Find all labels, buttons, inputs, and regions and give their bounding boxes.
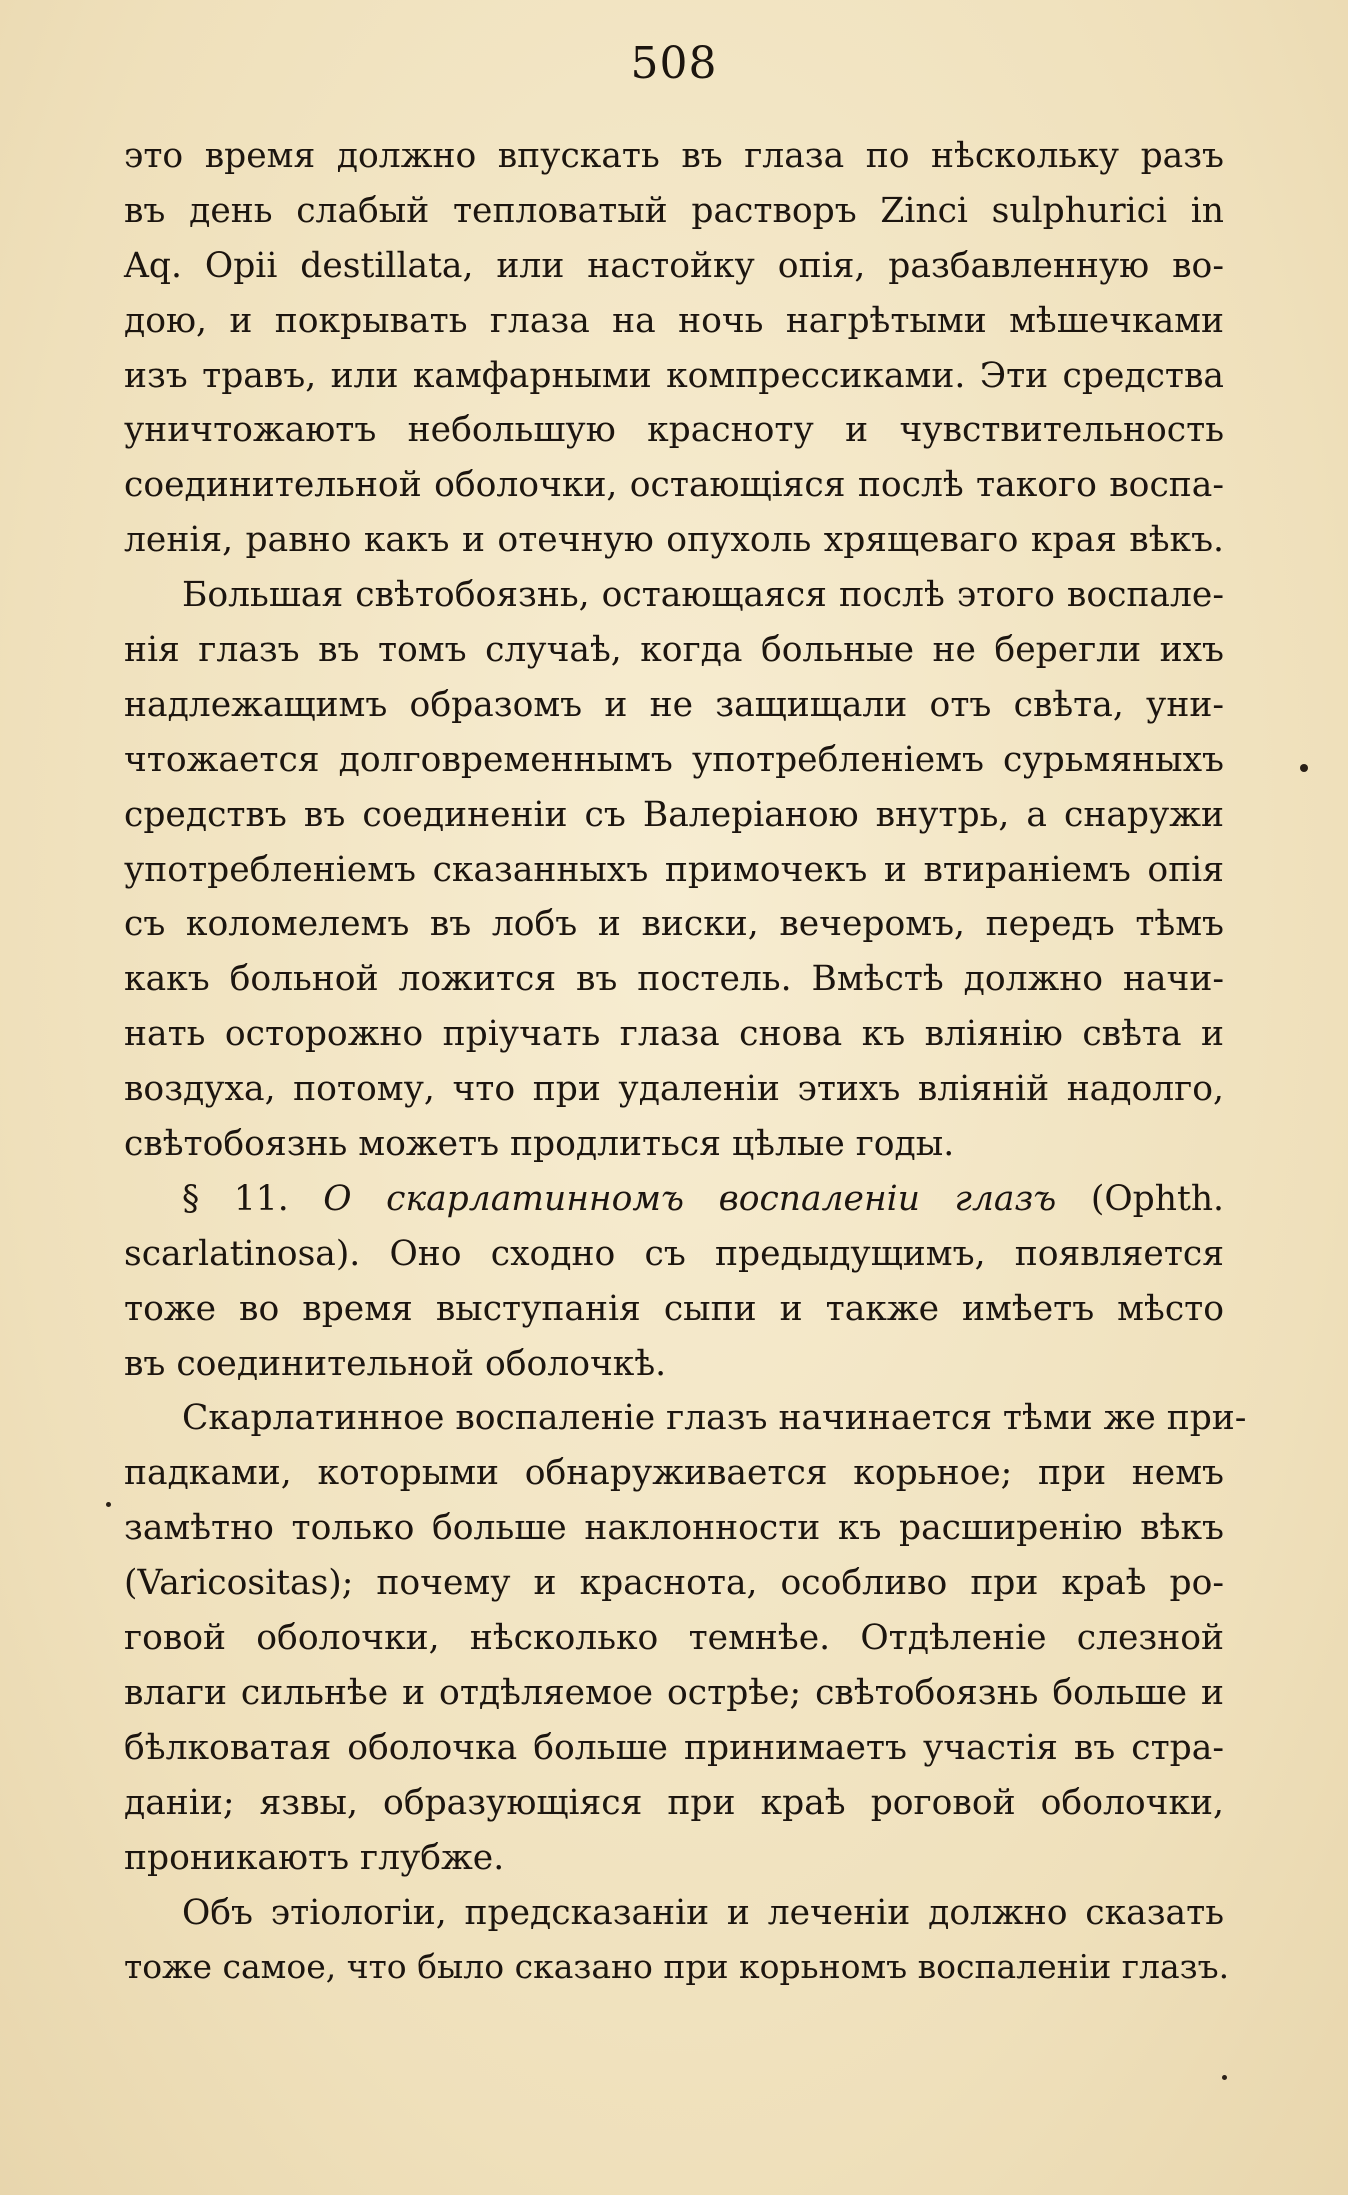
paragraph-start-line: Объ этіологіи, предсказаніи и леченіи должно сказать: [182, 1892, 1224, 1933]
section-heading-line: [124, 1172, 1224, 1227]
text-line: ленія, равно какъ и отечную опухоль хрящеваго края вѣкъ.: [124, 520, 1224, 561]
section-title: О скарлатинномъ воспаленіи глазъ: [323, 1178, 1057, 1219]
text-line: нать осторожно пріучать глаза снова къ вліянію свѣта и: [124, 1014, 1224, 1055]
text-line: говой оболочки, нѣсколько темнѣе. Отдѣленіе слезной: [124, 1618, 1224, 1659]
text-line: влаги сильнѣе и отдѣляемое острѣе; свѣтобоязнь больше и: [124, 1672, 1224, 1713]
text-line: замѣтно только больше наклонности къ расширенію вѣкъ: [124, 1508, 1224, 1549]
print-speck: [1300, 764, 1308, 772]
text-line: уничтожаютъ небольшую красноту и чувствительность: [124, 410, 1224, 451]
text-line: съ коломелемъ въ лобъ и виски, вечеромъ, передъ тѣмъ: [124, 904, 1224, 945]
text-line: изъ травъ, или камфарными компрессиками. Эти средства: [124, 355, 1224, 396]
body-text: [124, 129, 1247, 1995]
text-line: тоже во время выступанія сыпи и также имѣетъ мѣсто: [124, 1288, 1224, 1329]
page-number: 508: [630, 38, 718, 89]
text-line: нія глазъ въ томъ случаѣ, когда больные не берегли ихъ: [124, 630, 1224, 671]
text-line: падками, которыми обнаруживается корьное; при немъ: [124, 1453, 1224, 1494]
print-speck: [106, 1502, 111, 1507]
paragraph-start-line: Большая свѣтобоязнь, остающаяся послѣ этого воспале-: [182, 575, 1224, 616]
paragraph-start-line: Скарлатинное воспаленіе глазъ начинается тѣми же при-: [182, 1398, 1247, 1439]
text-line: проникаютъ глубже.: [124, 1837, 505, 1878]
section-latin-name: (Ophth.: [1090, 1178, 1225, 1219]
text-line: даніи; язвы, образующіяся при краѣ роговой оболочки,: [124, 1782, 1224, 1823]
text-line: это время должно впускать въ глаза по нѣскольку разъ: [124, 136, 1224, 176]
text-line: бѣлковатая оболочка больше принимаетъ участія въ стра-: [124, 1727, 1224, 1768]
text-line: надлежащимъ образомъ и не защищали отъ свѣта, уни-: [124, 684, 1224, 725]
text-line: въ день слабый тепловатый растворъ Zinci sulphurici in: [124, 190, 1224, 231]
section-number: § 11.: [182, 1178, 289, 1219]
text-line: употребленіемъ сказанныхъ примочекъ и втираніемъ опія: [124, 849, 1224, 890]
text-line: какъ больной ложится въ постель. Вмѣстѣ должно начи-: [124, 959, 1224, 1000]
text-line: въ соединительной оболочкѣ.: [124, 1343, 667, 1384]
text-line: scarlatinosa). Оно сходно съ предыдущимъ, появляется: [124, 1233, 1224, 1274]
text-line: средствъ въ соединеніи съ Валеріаною внутрь, а снаружи: [124, 794, 1224, 835]
print-speck: [1222, 2075, 1227, 2080]
text-line: (Varicositas); почему и краснота, особливо при краѣ ро-: [124, 1563, 1224, 1604]
text-line: тоже самое, что было сказано при корьномъ воспаленіи глазъ.: [124, 1947, 1230, 1987]
text-line: дою, и покрывать глаза на ночь нагрѣтыми мѣшечками: [124, 300, 1224, 341]
text-line: чтожается долговременнымъ употребленіемъ сурьмяныхъ: [124, 739, 1224, 780]
text-line: соединительной оболочки, остающіяся послѣ такого воспа-: [124, 465, 1224, 506]
text-line: свѣтобоязнь можетъ продлиться цѣлые годы.: [124, 1124, 955, 1165]
text-line: Aq. Opii destillata, или настойку опія, разбавленную во-: [124, 245, 1224, 286]
text-line: воздуха, потому, что при удаленіи этихъ вліяній надолго,: [124, 1069, 1224, 1110]
